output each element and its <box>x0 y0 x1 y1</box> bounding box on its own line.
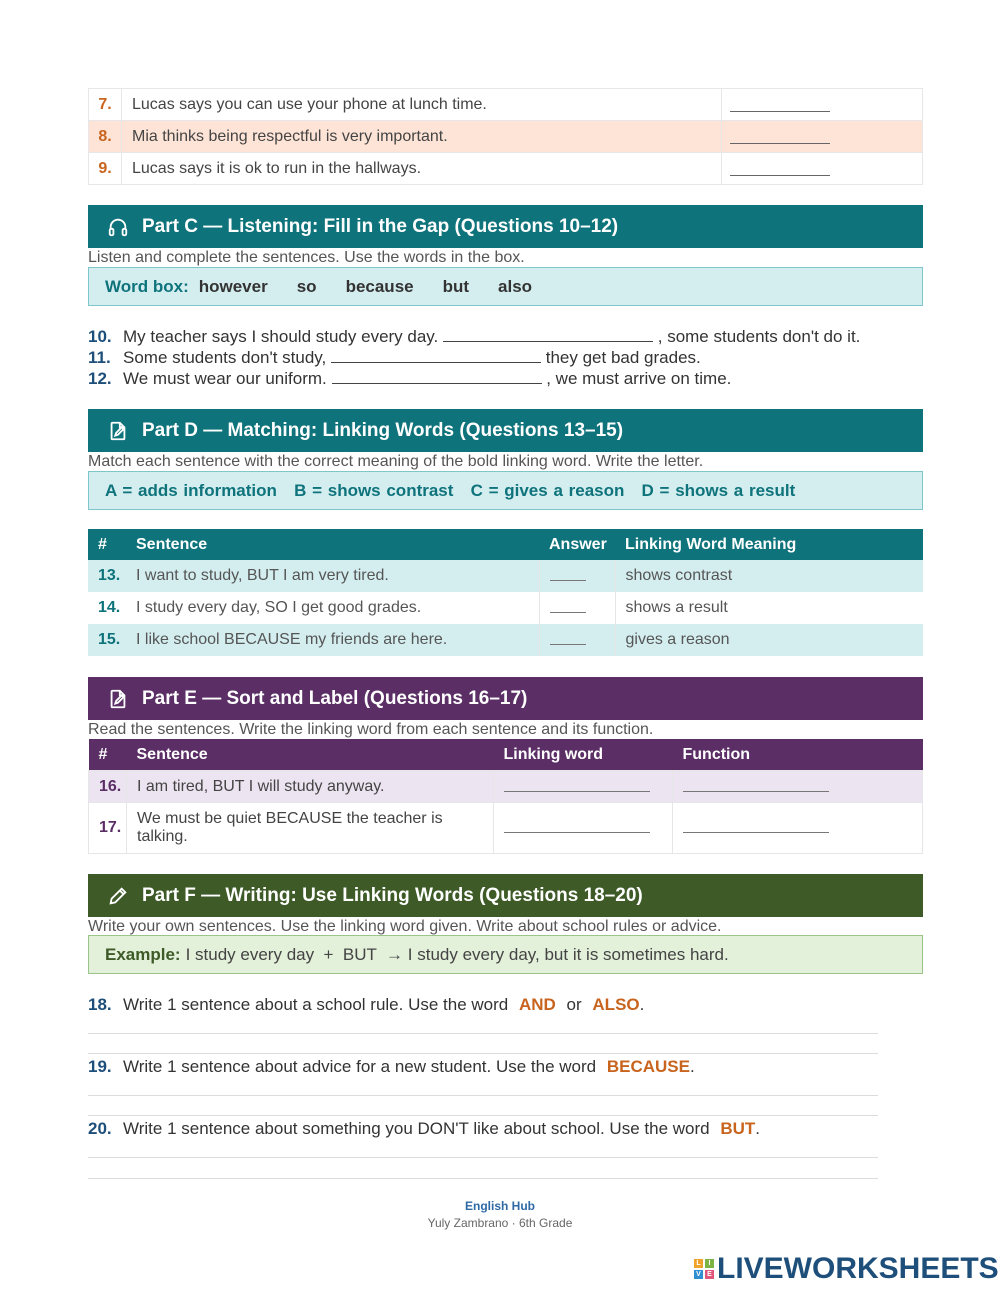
question-10: 10. My teacher says I should study every day. , some students don't do it. <box>88 327 861 346</box>
edit-document-icon <box>106 687 130 711</box>
part-e-header <box>88 677 923 720</box>
gap-input[interactable] <box>332 369 542 384</box>
question-number: 8. <box>89 121 122 153</box>
example-text: I study every day + BUT → I study every day, but it is sometimes hard. <box>185 944 729 964</box>
table-header: # Sentence Linking word Function <box>89 739 923 771</box>
word-box-word: but <box>442 276 470 296</box>
statement: Lucas says you can use your phone at lunch time. <box>122 89 722 121</box>
statement: Mia thinks being respectful is very important. <box>122 121 722 153</box>
true-false-table <box>88 88 923 185</box>
question-number: 9. <box>89 153 122 185</box>
table-row <box>89 153 923 185</box>
answer-blank[interactable] <box>722 153 923 185</box>
linking-word-blank[interactable] <box>494 771 673 803</box>
question-20: 20. Write 1 sentence about something you DON'T like about school. Use the word BUT. <box>88 1119 761 1138</box>
answer-blank[interactable] <box>539 624 615 656</box>
part-d-header <box>88 409 923 452</box>
liveworksheets-logo <box>694 1254 999 1284</box>
question-19: 19. Write 1 sentence about advice for a new student. Use the word BECAUSE. <box>88 1057 695 1076</box>
edit-document-icon <box>106 419 130 443</box>
table-header: # Sentence Answer Linking Word Meaning <box>88 529 923 560</box>
answer-blank[interactable] <box>539 592 615 624</box>
word-box <box>88 267 923 306</box>
question-18: 18. Write 1 sentence about a school rule. Use the word AND or ALSO. <box>88 995 645 1014</box>
key-text: A = adds information B = shows contrast C = gives a reason D = shows a result <box>105 480 796 500</box>
table-row: 16. I am tired, BUT I will study anyway. <box>89 771 923 803</box>
footer-title: English Hub <box>465 1199 535 1213</box>
example-box <box>88 935 923 974</box>
statement: Lucas says it is ok to run in the hallways. <box>122 153 722 185</box>
part-c-header <box>88 205 923 248</box>
example-label: Example: <box>105 944 181 964</box>
function-blank[interactable] <box>673 771 923 803</box>
pencil-icon <box>106 884 130 908</box>
word-box-word: however <box>198 276 268 296</box>
writing-line[interactable] <box>88 1157 878 1158</box>
answer-blank[interactable] <box>722 89 923 121</box>
answer-blank[interactable] <box>539 560 615 592</box>
gap-input[interactable] <box>443 327 653 342</box>
section-title: Part C — Listening: Fill in the Gap (Questions 10–12) <box>142 215 619 237</box>
matching-table <box>88 529 923 656</box>
writing-line[interactable] <box>88 1033 878 1034</box>
gap-input[interactable] <box>331 348 541 363</box>
word-box-word: also <box>498 276 533 296</box>
footer-subtitle: Yuly Zambrano · 6th Grade <box>427 1216 573 1230</box>
question-number: 7. <box>89 89 122 121</box>
table-row <box>89 89 923 121</box>
part-f-header <box>88 874 923 917</box>
logo-text: LIVEWORKSHEETS <box>717 1252 999 1285</box>
table-row: 14. I study every day, SO I get good grades. shows a result <box>88 592 923 624</box>
instructions: Write your own sentences. Use the linking word given. Write about school rules or advice. <box>88 918 722 935</box>
linking-word-blank[interactable] <box>494 803 673 854</box>
answer-blank[interactable] <box>722 121 923 153</box>
word-box-word: so <box>296 276 317 296</box>
meaning-key <box>88 471 923 510</box>
sort-table <box>88 739 923 854</box>
word-box-label: Word box: <box>105 276 189 296</box>
table-row: 13. I want to study, BUT I am very tired. shows contrast <box>88 560 923 592</box>
word-box-word: because <box>345 276 414 296</box>
table-row <box>89 121 923 153</box>
logo-tiles: L I V E <box>694 1259 714 1279</box>
writing-line[interactable] <box>88 1178 878 1179</box>
section-title: Part F — Writing: Use Linking Words (Questions 18–20) <box>142 884 643 906</box>
instructions: Read the sentences. Write the linking word from each sentence and its function. <box>88 721 654 738</box>
writing-line[interactable] <box>88 1095 878 1096</box>
table-row: 15. I like school BECAUSE my friends are here. gives a reason <box>88 624 923 656</box>
headphones-icon <box>106 215 130 239</box>
instructions: Listen and complete the sentences. Use the words in the box. <box>88 249 525 266</box>
question-11: 11. Some students don't study, they get bad grades. <box>88 348 701 367</box>
section-title: Part E — Sort and Label (Questions 16–17) <box>142 687 528 709</box>
section-title: Part D — Matching: Linking Words (Questions 13–15) <box>142 419 624 441</box>
function-blank[interactable] <box>673 803 923 854</box>
writing-line[interactable] <box>88 1053 878 1054</box>
table-row: 17. We must be quiet BECAUSE the teacher is talking. <box>89 803 923 854</box>
instructions: Match each sentence with the correct meaning of the bold linking word. Write the letter. <box>88 453 704 470</box>
writing-line[interactable] <box>88 1115 878 1116</box>
question-12: 12. We must wear our uniform. , we must arrive on time. <box>88 369 732 388</box>
